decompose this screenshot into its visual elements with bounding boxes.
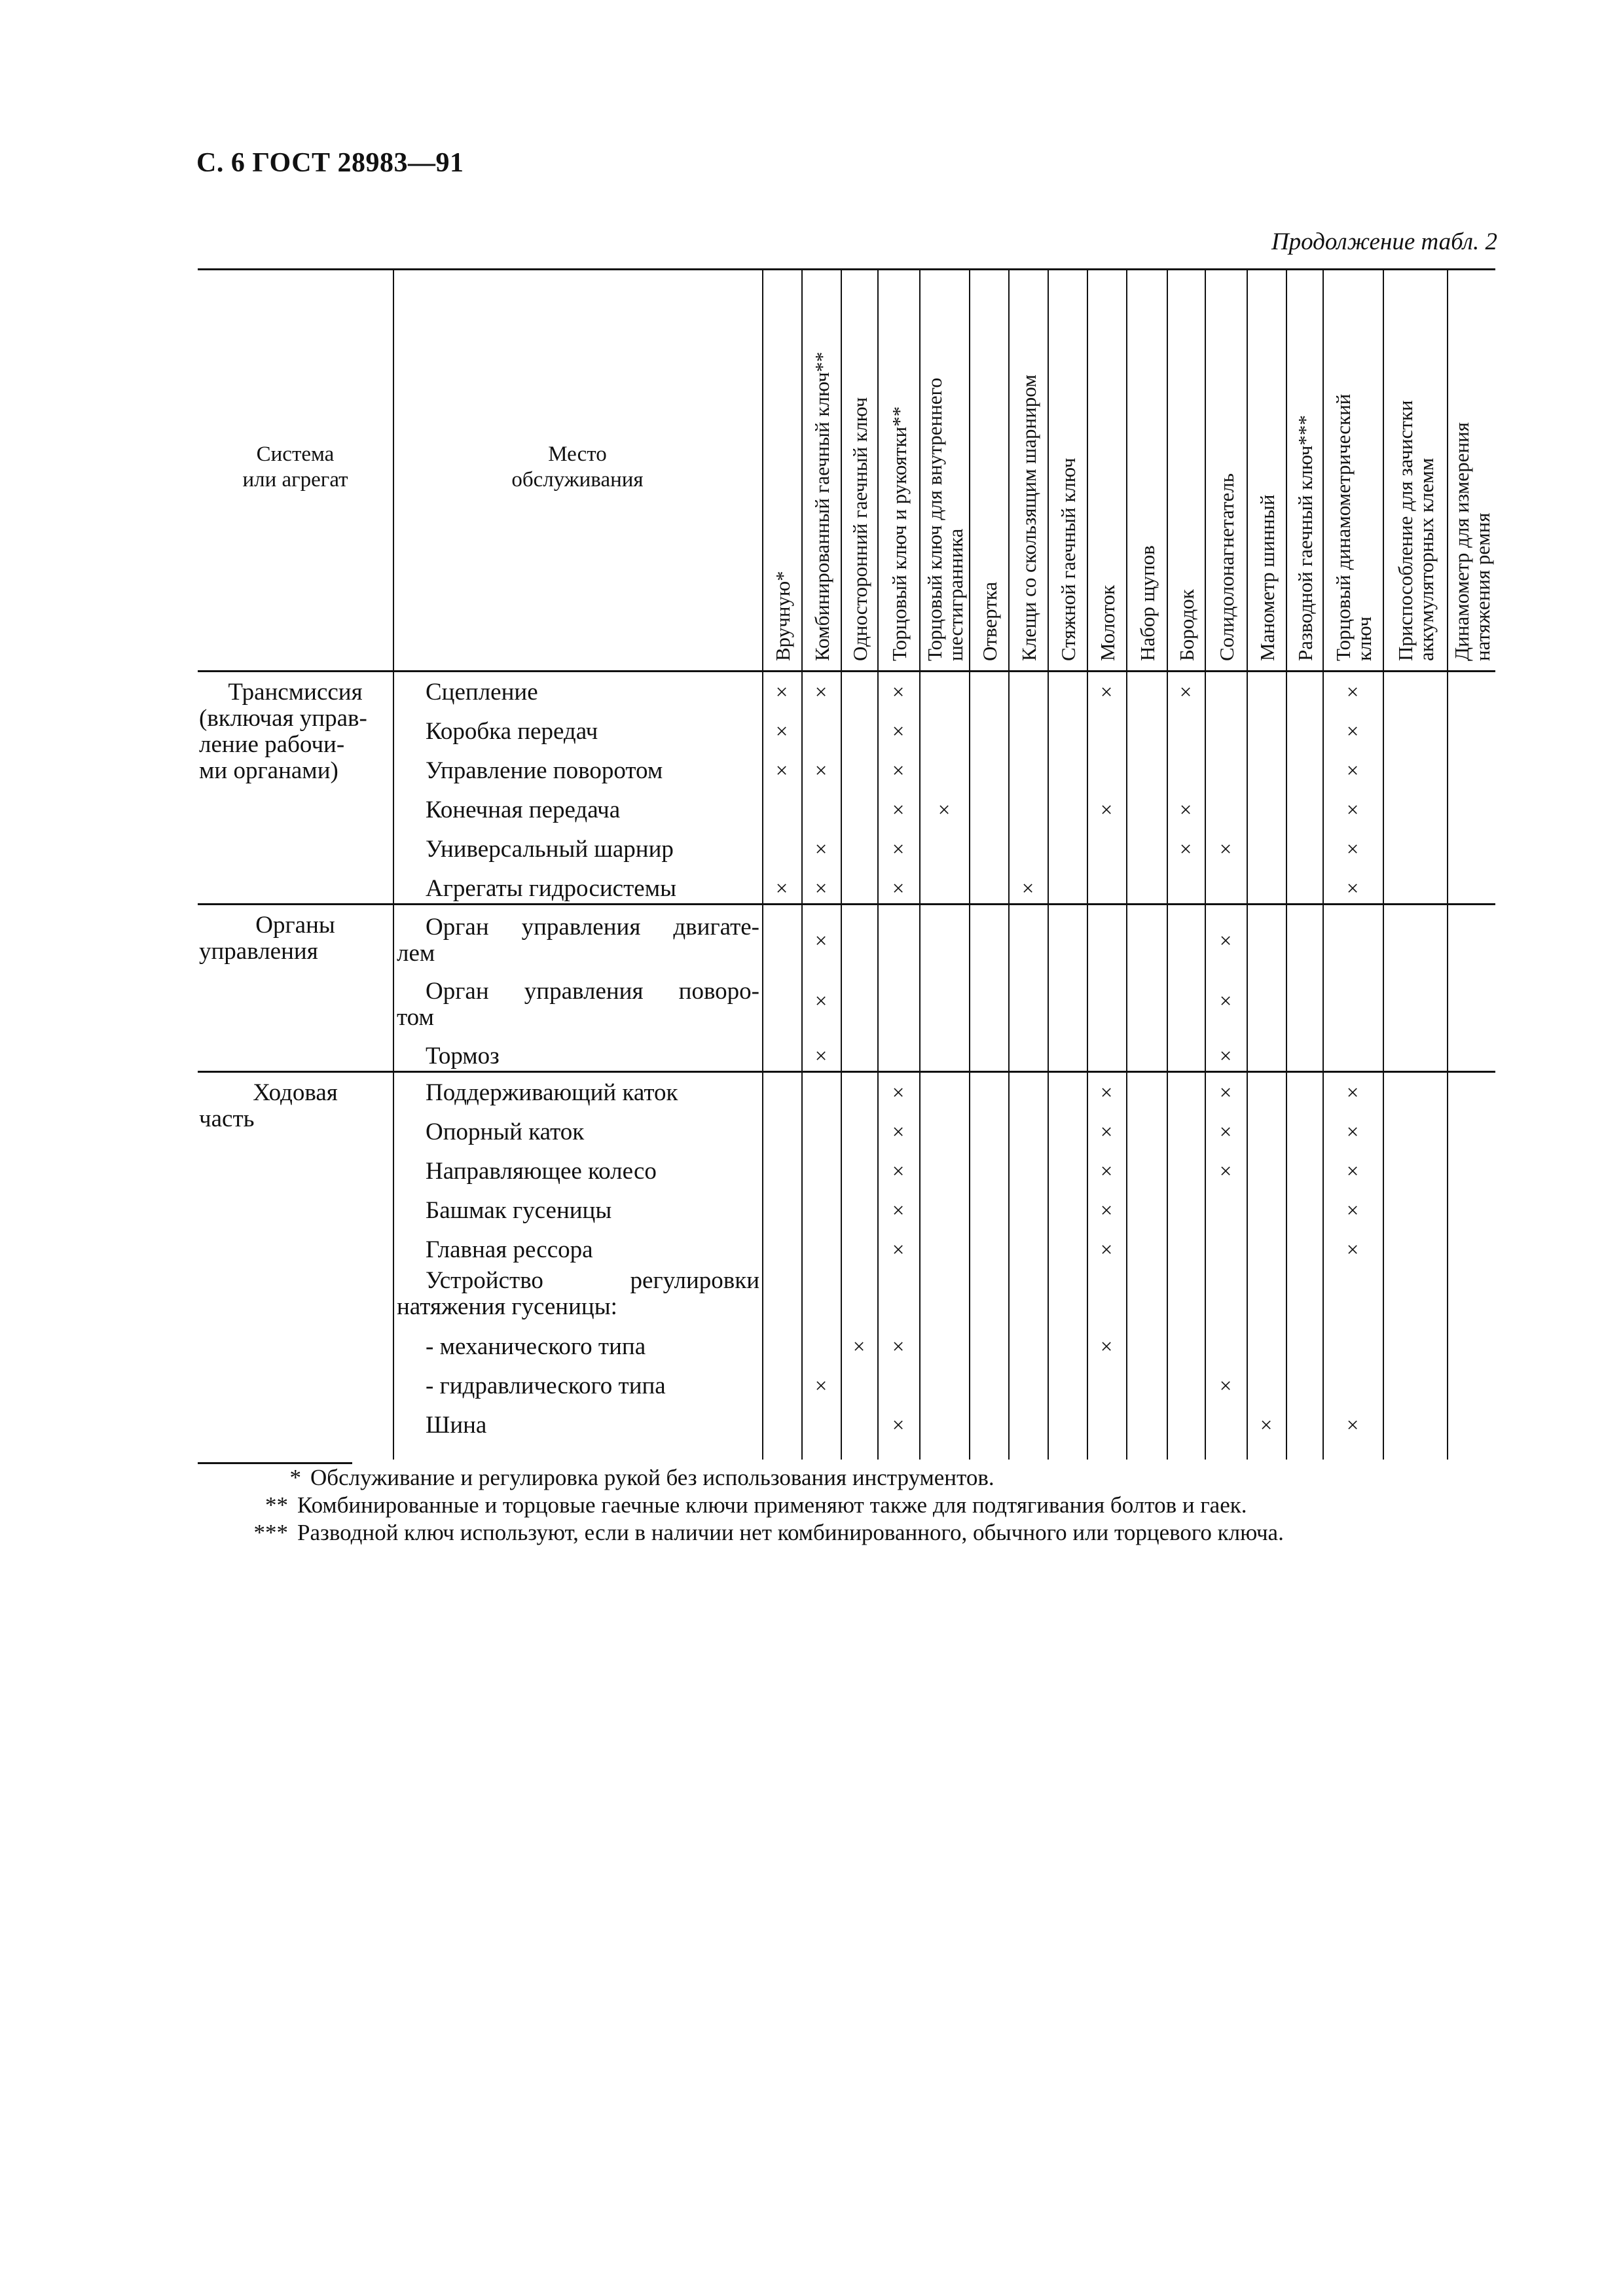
cell-mark: × xyxy=(892,1238,905,1262)
cell-mark: × xyxy=(1346,759,1359,783)
cell-mark: × xyxy=(1179,838,1192,861)
cell-mark: × xyxy=(1260,1414,1273,1437)
cell-mark: × xyxy=(1346,1160,1359,1183)
system-name-line: (включая управ- xyxy=(199,705,367,732)
place-name-line: натяжения гусеницы: xyxy=(397,1293,617,1320)
header-tool-line: шестигранника xyxy=(944,528,967,661)
header-place xyxy=(393,442,762,493)
cell-mark: × xyxy=(1346,1199,1359,1223)
cell-mark: × xyxy=(775,681,788,704)
place-word: управления xyxy=(524,978,644,1005)
header-tool-11 xyxy=(1176,589,1197,661)
place-name-line: Опорный каток xyxy=(426,1119,585,1145)
cell-mark: × xyxy=(892,1121,905,1144)
header-tool-line: Молоток xyxy=(1096,584,1119,661)
place-name-line: Универсальный шарнир xyxy=(426,836,674,863)
header-tool-line: Отвертка xyxy=(978,581,1001,661)
header-tool-line: Набор щупов xyxy=(1136,545,1159,661)
cell-mark: × xyxy=(892,838,905,861)
place-name xyxy=(397,1119,759,1145)
column-rule xyxy=(877,268,879,1460)
cell-mark: × xyxy=(814,1045,828,1068)
place-name-line: Конечная передача xyxy=(426,797,621,823)
cell-mark: × xyxy=(1100,1121,1113,1144)
header-tool-line: ключ xyxy=(1353,616,1376,661)
place-name xyxy=(397,1412,759,1439)
cell-mark: × xyxy=(814,759,828,783)
header-tool-line: Клещи со скользящим шарниром xyxy=(1017,374,1040,661)
system-name-line: ми органами) xyxy=(199,757,338,784)
place-name xyxy=(397,1080,759,1106)
footnote-mark: ** xyxy=(265,1492,288,1518)
place-name xyxy=(397,1373,759,1399)
header-tool-3 xyxy=(850,397,871,661)
cell-mark: × xyxy=(892,759,905,783)
cell-mark: × xyxy=(814,929,828,953)
cell-mark: × xyxy=(1179,681,1192,704)
header-tool-line: Торцовый ключ и рукоятки** xyxy=(888,406,911,661)
header-tool-7 xyxy=(1019,374,1040,661)
place-name xyxy=(397,978,759,1031)
place-name-line: том xyxy=(397,1004,434,1031)
cell-mark: × xyxy=(1219,1081,1232,1105)
column-rule xyxy=(1048,268,1049,1460)
footnote xyxy=(265,1492,1247,1518)
cell-mark: × xyxy=(1021,877,1034,901)
system-name xyxy=(199,1080,392,1132)
cell-mark: × xyxy=(892,1081,905,1105)
cell-mark: × xyxy=(814,990,828,1013)
place-name-line: Коробка передач xyxy=(426,718,598,745)
cell-mark: × xyxy=(1346,1238,1359,1262)
place-word: управления xyxy=(521,914,641,941)
header-tool-5 xyxy=(924,378,966,661)
place-word: Устройство xyxy=(426,1267,543,1294)
header-tool-15 xyxy=(1333,394,1375,661)
cell-mark: × xyxy=(775,759,788,783)
cell-mark: × xyxy=(892,720,905,744)
cell-mark: × xyxy=(1219,1045,1232,1068)
column-rule xyxy=(1383,268,1384,1460)
place-word: Орган xyxy=(426,914,489,941)
header-tool-line: Вручную* xyxy=(771,571,794,661)
page-header: С. 6 ГОСТ 28983—91 xyxy=(196,148,464,178)
header-system xyxy=(198,442,393,493)
footnote xyxy=(253,1520,1284,1546)
cell-mark: × xyxy=(892,798,905,822)
footnote-text: Разводной ключ используют, если в наличии нет комбинированного, обычного или торцевого ключа. xyxy=(297,1520,1284,1545)
place-name-line: лем xyxy=(397,940,435,967)
footnote-text: Комбинированные и торцовые гаечные ключи применяют также для подтягивания болтов и гаек. xyxy=(297,1492,1247,1518)
place-word: Орган xyxy=(426,978,489,1005)
header-place-line: Место xyxy=(548,442,607,466)
place-name xyxy=(397,876,759,902)
column-rule xyxy=(1205,268,1206,1460)
cell-mark: × xyxy=(1100,798,1113,822)
place-name xyxy=(397,914,759,967)
header-tool-line: Торцовый динамометрический xyxy=(1332,393,1355,661)
header-tool-6 xyxy=(979,582,1000,661)
header-system-line: Система xyxy=(256,442,335,466)
place-name-line: Направляющее колесо xyxy=(426,1158,657,1185)
cell-mark: × xyxy=(1346,838,1359,861)
cell-mark: × xyxy=(1346,1081,1359,1105)
table-caption: Продолжение табл. 2 xyxy=(1271,228,1497,255)
cell-mark: × xyxy=(1346,1414,1359,1437)
cell-mark: × xyxy=(852,1335,866,1359)
column-rule xyxy=(801,268,803,1460)
cell-mark: × xyxy=(1346,1121,1359,1144)
header-tool-line: Комбинированный гаечный ключ** xyxy=(811,351,833,661)
place-name xyxy=(397,758,759,784)
place-name xyxy=(397,1198,759,1224)
column-rule xyxy=(969,268,970,1460)
system-name-line: Органы xyxy=(255,912,335,939)
system-name-line: часть xyxy=(199,1105,255,1132)
header-tool-line: натяжения ремня xyxy=(1471,512,1494,661)
place-name-line: - механического типа xyxy=(426,1333,646,1360)
header-tool-16 xyxy=(1395,401,1437,661)
header-tool-14 xyxy=(1295,415,1316,661)
cell-mark: × xyxy=(1219,1374,1232,1398)
cell-mark: × xyxy=(814,877,828,901)
column-rule xyxy=(1008,268,1010,1460)
place-name xyxy=(397,797,759,823)
place-name xyxy=(397,836,759,863)
cell-mark: × xyxy=(892,1199,905,1223)
header-tool-13 xyxy=(1257,495,1278,661)
cell-mark: × xyxy=(1179,798,1192,822)
system-name xyxy=(199,679,392,784)
cell-mark: × xyxy=(1100,681,1113,704)
place-name xyxy=(397,1268,759,1320)
header-tool-line: Солидолонагнетатель xyxy=(1215,473,1238,661)
cell-mark: × xyxy=(1219,838,1232,861)
cell-mark: × xyxy=(775,720,788,744)
header-tool-line: Приспособление для зачистки xyxy=(1394,400,1417,661)
footnote-mark: * xyxy=(289,1465,301,1490)
cell-mark: × xyxy=(892,877,905,901)
header-tool-2 xyxy=(812,352,833,661)
header-place-line: обслуживания xyxy=(511,468,644,492)
place-name-line: Шина xyxy=(426,1412,487,1439)
place-name-line xyxy=(397,914,759,941)
cell-mark: × xyxy=(1100,1081,1113,1105)
place-name-line: Тормоз xyxy=(426,1043,500,1069)
header-tool-line: Разводной гаечный ключ*** xyxy=(1294,415,1317,661)
place-name xyxy=(397,719,759,745)
system-name-line: ление рабочи- xyxy=(199,731,345,758)
column-rule xyxy=(762,268,763,1460)
header-tool-10 xyxy=(1137,545,1158,661)
column-rule xyxy=(1322,268,1324,1460)
place-name xyxy=(397,1237,759,1263)
cell-mark: × xyxy=(892,1335,905,1359)
place-name xyxy=(397,1043,759,1069)
cell-mark: × xyxy=(1219,1160,1232,1183)
header-tool-line: аккумуляторных клемм xyxy=(1415,457,1438,661)
place-name-line: Сцепление xyxy=(426,679,538,706)
header-tool-4 xyxy=(889,406,910,661)
column-rule xyxy=(1247,268,1248,1460)
header-system-line: или агрегат xyxy=(242,468,348,492)
header-tool-17 xyxy=(1451,422,1493,661)
column-rule xyxy=(1087,268,1088,1460)
header-tool-9 xyxy=(1097,585,1118,661)
cell-mark: × xyxy=(1219,1121,1232,1144)
cell-mark: × xyxy=(892,681,905,704)
place-name-line: Агрегаты гидросистемы xyxy=(426,875,676,902)
cell-mark: × xyxy=(1346,877,1359,901)
footnote-mark: *** xyxy=(253,1520,288,1545)
header-tool-line: Торцовый ключ для внутреннего xyxy=(923,378,946,661)
place-name-line: Главная рессора xyxy=(426,1236,593,1263)
header-tool-line: Односторонний гаечный ключ xyxy=(848,397,871,661)
cell-mark: × xyxy=(814,1374,828,1398)
footnote xyxy=(289,1465,994,1491)
cell-mark: × xyxy=(892,1414,905,1437)
column-rule xyxy=(919,268,921,1460)
cell-mark: × xyxy=(1100,1238,1113,1262)
cell-mark: × xyxy=(938,798,951,822)
system-name-line: Трансмиссия xyxy=(228,679,363,706)
cell-mark: × xyxy=(1346,681,1359,704)
place-name-line xyxy=(397,1268,759,1294)
system-name-line: Ходовая xyxy=(253,1079,338,1106)
place-name xyxy=(397,679,759,706)
cell-mark: × xyxy=(814,681,828,704)
cell-mark: × xyxy=(1219,929,1232,953)
cell-mark: × xyxy=(1346,798,1359,822)
header-tool-line: Манометр шинный xyxy=(1256,494,1279,661)
cell-mark: × xyxy=(775,877,788,901)
footnote-text: Обслуживание и регулировка рукой без использования инструментов. xyxy=(310,1465,994,1490)
place-word: регулировки xyxy=(630,1267,759,1294)
system-name xyxy=(199,912,392,965)
column-rule xyxy=(1447,268,1448,1460)
cell-mark: × xyxy=(1100,1335,1113,1359)
cell-mark: × xyxy=(1100,1199,1113,1223)
column-rule xyxy=(1286,268,1287,1460)
header-tool-line: Динамометр для измерения xyxy=(1450,422,1473,661)
place-name-line: Управление поворотом xyxy=(426,757,663,784)
header-tool-12 xyxy=(1216,473,1237,661)
cell-mark: × xyxy=(1100,1160,1113,1183)
column-rule xyxy=(841,268,842,1460)
place-name-line: - гидравлического типа xyxy=(426,1372,666,1399)
place-word: двигате- xyxy=(673,914,759,941)
footnote-rule xyxy=(198,1462,352,1464)
column-rule xyxy=(1167,268,1168,1460)
header-tool-8 xyxy=(1058,458,1079,661)
cell-mark: × xyxy=(892,1160,905,1183)
cell-mark: × xyxy=(1346,720,1359,744)
place-name-line: Башмак гусеницы xyxy=(426,1197,612,1224)
header-tool-line: Стяжной гаечный ключ xyxy=(1057,457,1080,661)
place-name xyxy=(397,1334,759,1360)
header-tool-1 xyxy=(773,571,793,661)
system-name-line: управления xyxy=(199,938,318,965)
place-name xyxy=(397,1158,759,1185)
place-name-line: Поддерживающий каток xyxy=(426,1079,678,1106)
header-tool-line: Бородок xyxy=(1175,589,1198,661)
column-rule xyxy=(1126,268,1127,1460)
cell-mark: × xyxy=(1219,990,1232,1013)
place-word: поворо- xyxy=(678,978,759,1005)
cell-mark: × xyxy=(814,838,828,861)
place-name-line xyxy=(397,978,759,1005)
